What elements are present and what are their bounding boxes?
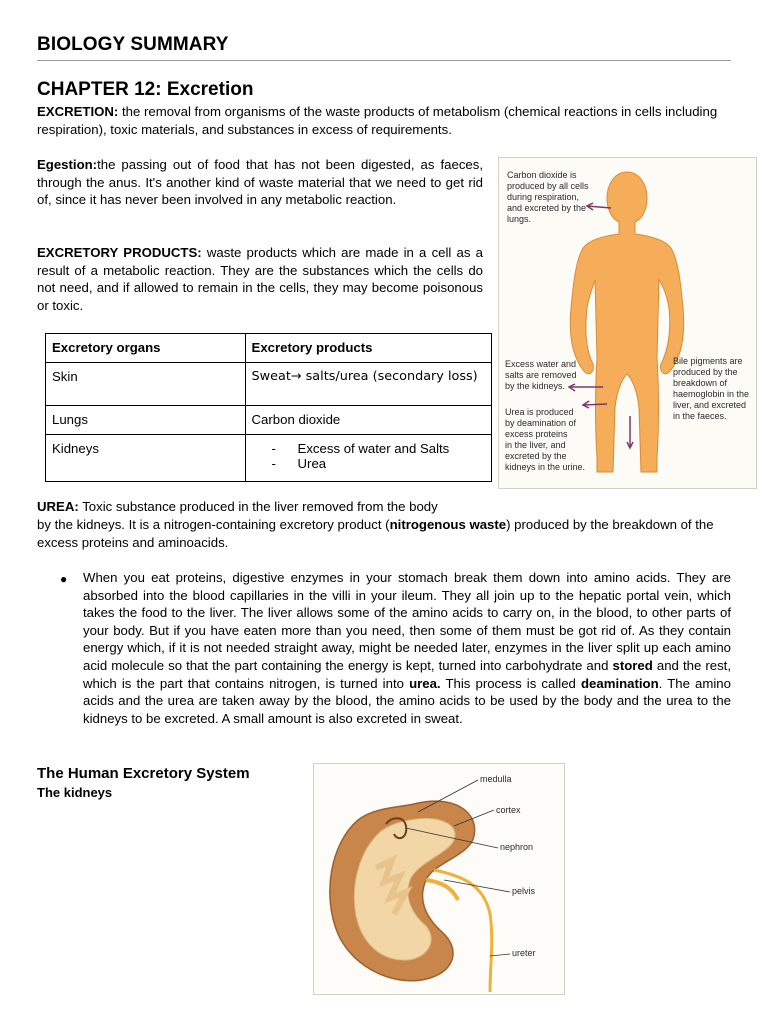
kidney-figure [313, 763, 565, 995]
excretory-products-definition [37, 244, 483, 314]
table-cell-organ: Lungs [46, 406, 246, 435]
system-heading: The Human Excretory System [37, 765, 250, 782]
egestion-definition [37, 156, 483, 209]
label-ureter: ureter [512, 948, 536, 958]
excretory-products-term: EXCRETORY PRODUCTS: [37, 245, 202, 260]
label-pelvis: pelvis [512, 886, 536, 896]
ureter-leader [490, 954, 510, 956]
table-cell-product: Sweat→ salts/urea (secondary loss) [245, 363, 491, 406]
renal-pelvis [426, 880, 458, 900]
urea-definition-rest: by the kidneys. It is a nitrogen-containing excretory product (nitrogenous waste) produced by the breakdown of the excess proteins and aminoacids. [37, 517, 714, 550]
excretory-products-text: waste products which are made in a cell as a result of a metabolic reaction. They are the substances which the cells do not need, and if allowed to remain in the cells, they may become poisonous or toxic. [37, 245, 483, 313]
kidney-illustration [314, 764, 564, 994]
egestion-text: the passing out of food that has not been digested, as faeces, through the anus. It's another kind of waste material that we need to get rid of, since it has never been involved in any metabolic reaction. [37, 157, 483, 208]
ureter-tube [434, 870, 492, 992]
excretion-definition [37, 103, 731, 138]
document-header: BIOLOGY SUMMARY [37, 34, 229, 55]
table-cell-organ: Skin [46, 363, 246, 406]
deamination-paragraph: When you eat proteins, digestive enzymes in your stomach break them down into amino acids. They are absorbed into the blood capillaries in the villi in your ileum. They all join up to the hepatic portal vein, which takes the food to the liver. The liver allows some of the amino acids to carry on, in the blood, to other parts of your body. But if you have eaten more than you need, then some of them must be got rid of. As they contain energy which, if it is not needed straight away, might be needed later, enzymes in the liver split up each amino acid molecule so that the part containing the energy is kept, turned into carbohydrate and stored and the rest, which is the part that contains nitrogen, is turned into urea. This process is called deamination. The amino acids and the urea are taken away by the blood, the amino acids to be used by the body and the urea to the kidneys to be excreted. A small amount is also excreted in sweat. [83, 570, 731, 726]
excretory-table [45, 333, 492, 482]
egestion-term: Egestion: [37, 157, 98, 172]
bullet-marker: ● [60, 572, 68, 586]
urea-term: UREA: [37, 499, 79, 514]
header-divider [37, 60, 731, 61]
label-nephron: nephron [500, 842, 534, 852]
table-row [46, 406, 492, 435]
table-row [46, 363, 492, 406]
body-excretion-figure [498, 157, 757, 489]
excretion-text: the removal from organisms of the waste products of metabolism (chemical reactions in cells including respiration), toxic materials, and substances in excess of requirements. [37, 104, 718, 137]
bile-caption: Bile pigments are produced by the breakdown of haemoglobin in the liver, and excreted in the faeces. [673, 356, 750, 421]
table-header-organs: Excretory organs [46, 334, 246, 363]
excretion-term: EXCRETION: [37, 104, 119, 119]
table-cell-product: Carbon dioxide [245, 406, 491, 435]
label-cortex: cortex [496, 805, 521, 815]
urea-arrow-line [583, 404, 607, 405]
label-medulla: medulla [480, 774, 512, 784]
table-cell-product-list [245, 435, 491, 482]
urea-caption: Urea is produced by deamination of excess proteins in the liver, and excreted by the kidneys in the urine. [505, 407, 586, 472]
table-cell-organ: Kidneys [46, 435, 246, 482]
chapter-title: CHAPTER 12: Excretion [37, 79, 254, 100]
table-header-products: Excretory products [245, 334, 491, 363]
water-salts-caption: Excess water and salts are removed by the kidneys. [505, 359, 577, 391]
list-item: - Urea [272, 456, 485, 471]
kidneys-subheading: The kidneys [37, 785, 113, 800]
nitrogenous-waste-term: nitrogenous waste [389, 517, 507, 532]
table-header-row [46, 334, 492, 363]
table-row [46, 435, 492, 482]
co2-caption: Carbon dioxide is produced by all cells during respiration, and excreted by the lungs. [507, 170, 589, 224]
list-item: - Excess of water and Salts [272, 441, 485, 456]
urea-definition-line1: UREA: Toxic substance produced in the liver removed from the body [37, 499, 438, 514]
